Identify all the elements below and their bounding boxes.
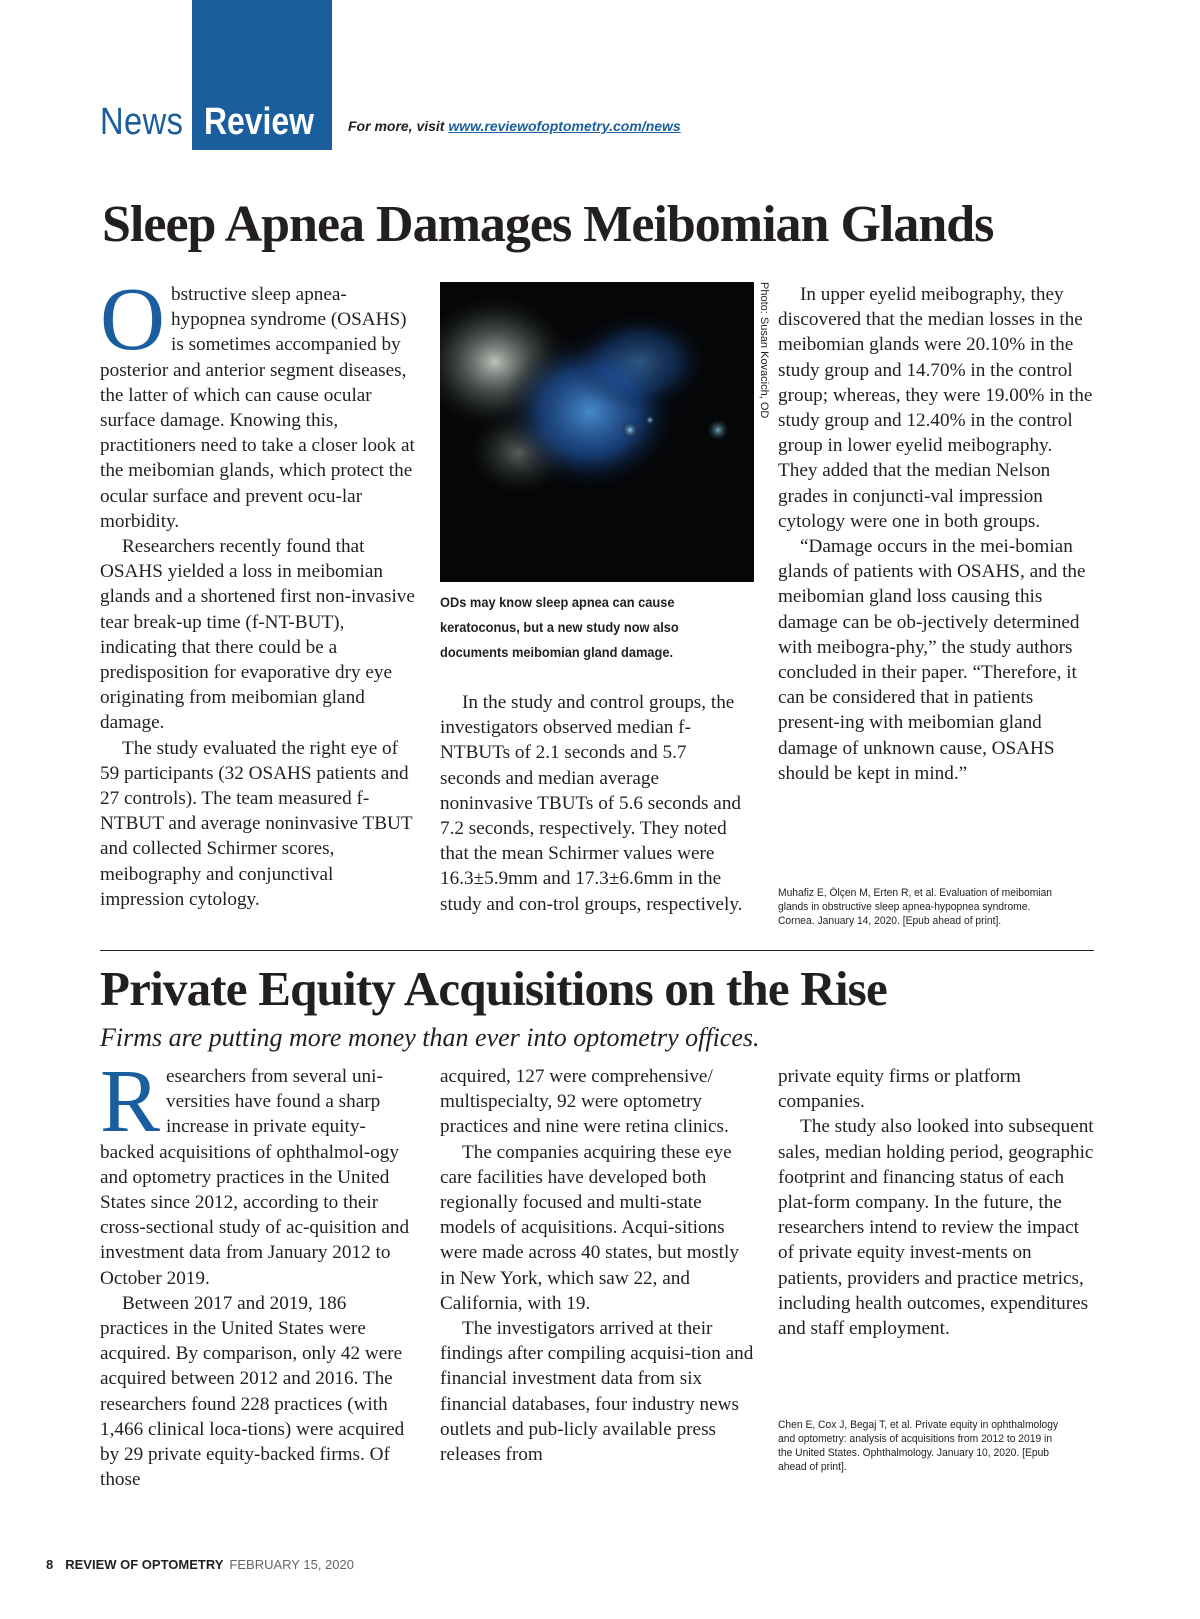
article2-column-1 <box>100 1052 418 1492</box>
article1-reference: Muhafiz E, Ölçen M, Erten R, et al. Evaluation of meibomian glands in obstructive sleep apnea-hypopnea syndrome. Cornea. January 14, 2020. [Epub ahead of print]. <box>778 887 1053 927</box>
article2-headline: Private Equity Acquisitions on the Rise <box>100 961 887 1016</box>
issue-date: FEBRUARY 15, 2020 <box>229 1557 354 1572</box>
photo-caption: ODs may know sleep apnea can cause keratoconus, but a new study now also documents meibomian gland damage. <box>440 595 679 660</box>
article2-column-3 <box>778 1064 1094 1341</box>
more-info-prefix: For more, visit <box>348 118 449 134</box>
article1-column-3 <box>778 282 1094 786</box>
article1-column-2 <box>440 690 746 917</box>
section-label-news: News <box>100 101 184 143</box>
article2-col2-para: The companies acquiring these eye care facilities have developed both regionally focused and multi-state models of acquisitions. Acqui-sitions were made across 40 states, but mostly in New York, which saw 22, and California, with 19. <box>440 1141 739 1314</box>
article1-column-1 <box>100 270 418 912</box>
article1-headline: Sleep Apnea Damages Meibomian Glands <box>102 196 994 253</box>
article2-col2-para: acquired, 127 were comprehensive/ multispecialty, 92 were optometry practices and nine were retina clinics. <box>440 1066 729 1138</box>
article2-col1-para: esearchers from several uni-versities have found a sharp increase in private equity-backed acquisitions of ophthalmol-ogy and optometry practices in the United States since 2012, according to their cross-sectional study of ac-quisition and investment data from January 2012 to October 2019. <box>100 1066 410 1289</box>
article1-dropcap: O <box>100 270 165 369</box>
page-number: 8 <box>46 1557 54 1572</box>
article2-col3-para: The study also looked into subsequent sales, median holding period, geographic footprint and financing status of each plat-form company. In the future, the researchers intend to review the impact of private equity invest-ments on patients, providers and practice metrics, including health outcomes, expenditures and staff employment. <box>778 1116 1094 1340</box>
photo-credit: Photo: Susan Kovacich, OD <box>758 282 770 419</box>
article2-dropcap: R <box>100 1052 161 1151</box>
article1-photo <box>440 282 754 582</box>
article2-col2-para: The investigators arrived at their findings after compiling acquisi-tion and financial investment data from six financial databases, four industry news outlets and pub-licly available press releases from <box>440 1318 754 1466</box>
article2-col1-para: Between 2017 and 2019, 186 practices in the United States were acquired. By comparison, only 42 were acquired between 2012 and 2016. The researchers found 228 practices (with 1,466 clinical loca-tions) were acquired by 29 private equity-backed firms. Of those <box>100 1292 405 1491</box>
article1-col3-para: In upper eyelid meibography, they discovered that the median losses in the meibomian glands were 20.10% in the study group and 14.70% in the control group; whereas, they were 19.00% in the study group and 12.40% in the control group in lower eyelid meibography. They added that the median Nelson grades in conjuncti-val impression cytology were one in both groups. <box>778 284 1093 532</box>
article1-col1-para: The study evaluated the right eye of 59 participants (32 OSAHS patients and 27 controls). The team measured f-NTBUT and average noninvasive TBUT and collected Schirmer scores, meibography and conjunctival impression cytology. <box>100 737 413 910</box>
article2-column-2 <box>440 1064 758 1467</box>
article2-col3-para: private equity firms or platform companies. <box>778 1066 1021 1113</box>
article2-deck: Firms are putting more money than ever into optometry offices. <box>100 1023 760 1052</box>
article-divider <box>100 950 1094 951</box>
article1-col3-para: “Damage occurs in the mei-bomian glands of patients with OSAHS, and the meibomian gland loss causing this damage can be ob-jectively determined with meibogra-phy,” the study authors concluded in their paper. “Therefore, it can be considered that in patients present-ing with meibomian gland damage of unknown cause, OSAHS should be kept in mind.” <box>778 536 1086 784</box>
article1-col2-para: In the study and control groups, the investigators observed median f-NTBUTs of 2.1 seconds and 5.7 seconds and median average noninvasive TBUTs of 5.6 seconds and 7.2 seconds, respectively. They noted that the mean Schirmer values were 16.3±5.9mm and 17.3±6.6mm in the study and con-trol groups, respectively. <box>440 692 743 915</box>
publication-name: REVIEW OF OPTOMETRY <box>65 1557 224 1572</box>
news-url-link[interactable]: www.reviewofoptometry.com/news <box>448 118 681 134</box>
page-footer <box>46 1557 354 1572</box>
more-info-line <box>348 118 681 134</box>
section-label-review: Review <box>204 101 315 143</box>
article2-reference: Chen E, Cox J, Begaj T, et al. Private equity in ophthalmology and optometry: analysis of acquisitions from 2012 to 2019 in the United States. Ophthalmology. January 10, 2020. [Epub ahead of print]. <box>778 1419 1059 1473</box>
article1-col1-para: Researchers recently found that OSAHS yielded a loss in meibomian glands and a shortened first non-invasive tear break-up time (f-NT-BUT), indicating that there could be a predisposition for evaporative dry eye originating from meibomian gland damage. <box>100 536 415 734</box>
eyelid-meibography-image <box>440 282 754 582</box>
article1-col1-para: bstructive sleep apnea-hypopnea syndrome (OSAHS) is sometimes accompanied by posterior and anterior segment diseases, the latter of which can cause ocular surface damage. Knowing this, practitioners need to take a closer look at the meibomian glands, which protect the ocular surface and prevent ocu-lar morbidity. <box>100 284 415 532</box>
